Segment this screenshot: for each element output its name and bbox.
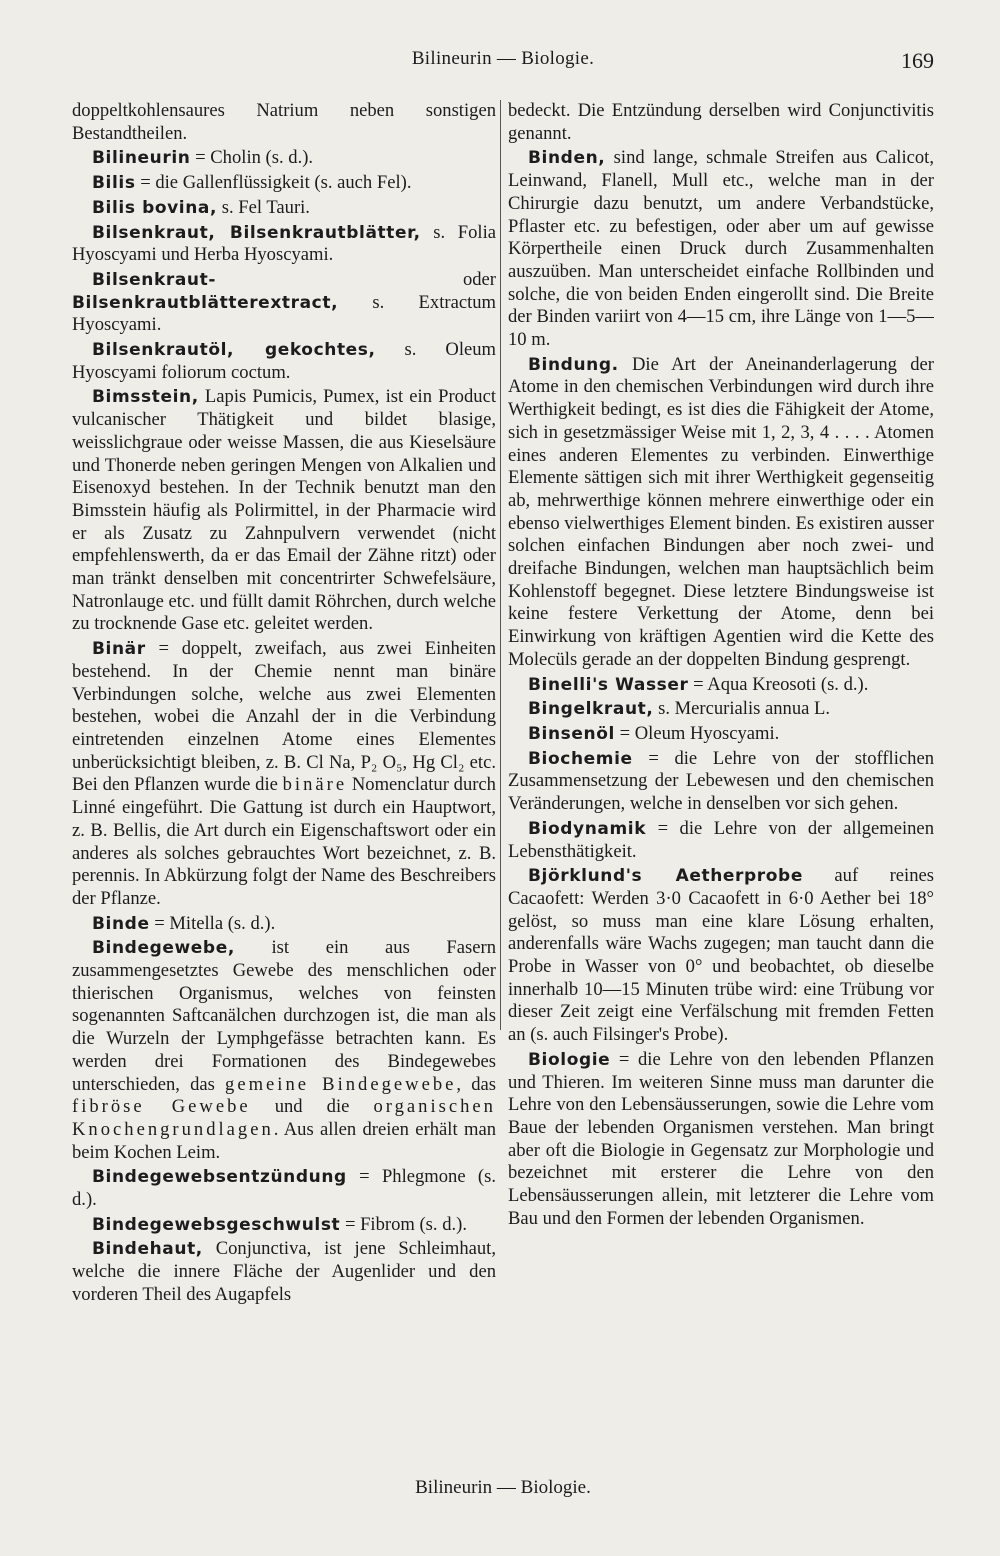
entry-term: Bilsenkraut- xyxy=(92,269,217,290)
entry-text: und die xyxy=(250,1096,374,1118)
entry-term: Bilsenkrautöl, gekochtes, xyxy=(92,340,376,361)
entry-term: Bilis xyxy=(92,173,136,194)
right-column xyxy=(508,100,934,1465)
entry-text: = doppelt, zweifach, aus zwei Einheiten bestehend. In der Chemie nennt man binäre Verbindungen solche, welche aus zwei Elementen bestehen, wobei die Anzahl der in die Verbindung eintretenden einzelnen Atome eines Elementes unberücksichtigt bleiben, z. B. Cl Na, P₂ O₅, Hg Cl₂ etc. Bei den Pflanzen wurde die xyxy=(72,638,496,796)
spaced-text: binäre xyxy=(282,774,348,796)
entry-bindegewebsentzuendung xyxy=(72,1166,496,1211)
entry-term: Bilis bovina, xyxy=(92,197,218,218)
entry-bindegewebsgeschwulst xyxy=(72,1214,496,1237)
spaced-text: gemeine Bindegewebe xyxy=(225,1073,457,1095)
entry-text: = die Gallenflüssigkeit (s. auch Fel). xyxy=(135,172,412,194)
entry-text: , das xyxy=(456,1073,496,1095)
entry-text: = die Lehre von den lebenden Pflanzen und Thieren. Im weiteren Sinne muss man darunter die Lehre von den Lebensäusserungen, sowie die Lehre vom Baue der lebenden Organismen verstehen. Man bringt aber oft die Biologie in Gegensatz zur Morphologie und bezeichnet mit ersterer die Lehre von den Lebensäusserungen allein, mit letzterer die Lehre vom Bau und den Formen der lebenden Organismen. xyxy=(508,1048,934,1229)
entry-text: s. Extractum Hyoscyami. xyxy=(72,291,496,336)
spaced-text: organischen Knochengrundlagen xyxy=(72,1096,496,1140)
entry-text: Nomenclatur durch Linné eingeführt. Die Gattung ist durch ein Hauptwort, z. B. Bellis, die Art durch ein Eigenschaftswort oder ein anderes als solches gebrauchtes Wort bezeichnet, z. B. perennis. In Abkürzung folgt der Name des Beschreibers der Pflanze. xyxy=(72,774,496,909)
entry-bimsstein xyxy=(72,386,496,636)
entry-text: sind lange, schmale Streifen aus Calicot, Leinwand, Flanell, Mull etc., welche man in der Chirurgie dazu benutzt, um andere Verbandstücke, Pflaster etc. zu befestigen, oder aber um auf gewisse Körpertheile einen Druck durch Zusammenhalten auszuüben. Man unterscheidet einfache Rollbinden und solche, die von beiden Enden eingerollt sind. Die Breite der Binden variirt von 4—15 cm, ihre Länge von 1—5—10 m. xyxy=(508,147,934,351)
entry-term: Bilineurin xyxy=(92,148,191,169)
entry-text: bedeckt. Die Entzündung derselben wird Conjunctivitis genannt. xyxy=(508,100,934,144)
entry-bingelkraut xyxy=(508,698,934,721)
entry-biochemie xyxy=(508,748,934,816)
entry-term: Bimsstein, xyxy=(92,387,199,408)
entry-text: = die Lehre von der allgemeinen Lebensthätigkeit. xyxy=(508,817,934,862)
entry-text: doppeltkohlensaures Natrium neben sonstigen Bestandtheilen. xyxy=(72,100,496,144)
entry-text: s. Oleum Hyoscyami foliorum coctum. xyxy=(72,339,496,383)
left-column xyxy=(72,100,496,1465)
entry-bindung xyxy=(508,354,934,672)
entry-bilsenkraut xyxy=(72,222,496,267)
entry-text: Lapis Pumicis, Pumex, ist ein Product vulcanischer Thätigkeit und bildet blasige, weisslichgraue oder weisse Massen, die aus Kieselsäure und Thonerde neben geringen Mengen von Alkalien und Eisenoxyd bestehen. In der Technik benutzt man den Bimsstein häufig als Polirmittel, in der Pharmacie wird er als Zusatz zu Zahnpulvern verwendet (nicht empfehlenswerth, da er das Email der Zähne ritzt) oder man tränkt denselben mit concentrirter Schwefelsäure, Natronlauge etc. und füllt damit Röhrchen, durch welche zu trocknende Gase etc. geleitet werden. xyxy=(72,386,496,635)
entry-term: Binsenöl xyxy=(528,723,615,744)
entry-term: Bindegewebsentzündung xyxy=(92,1167,347,1188)
entry-term: Bilsenkraut, Bilsenkrautblätter, xyxy=(92,222,421,243)
entry-binsenoel xyxy=(508,723,934,746)
entry-text: Conjunctiva, ist jene Schleimhaut, welche die innere Fläche der Augenlider und den vorderen Theil des Augapfels xyxy=(72,1238,496,1305)
page-header xyxy=(72,46,934,76)
entry-bilsenkrautoel xyxy=(72,339,496,384)
entry-biologie xyxy=(508,1049,934,1231)
entry-text: = die Lehre von der stofflichen Zusammensetzung der Lebewesen und den chemischen Veränderungen, welche in denselben vor sich gehen. xyxy=(508,747,934,815)
entry-term: Björklund's Aetherprobe xyxy=(528,866,803,887)
entry-text: ist ein aus Fasern zusammengesetztes Gewebe des menschlichen oder thierischen Organismus, welches von feinsten sogenannten Saftcanälchen durchzogen ist, die man als die Wurzeln der Lymphgefässe betrachten kann. Es werden drei Formationen des Bindegewebes unterschieden, das xyxy=(72,937,496,1095)
entry-term: Binär xyxy=(92,639,146,660)
entry-text: s. Folia Hyoscyami und Herba Hyoscyami. xyxy=(72,221,496,266)
entry-text: Die Art der Aneinanderlagerung der Atome in den chemischen Verbindungen wird durch ihre Werthigkeit bedingt, es ist dies die Fähigkeit der Atome, sich in gesetzmässiger Weise mit 1, 2, 3, 4 . . . . Atomen eines anderen Elementes zu verbinden. Einwerthige Elemente sättigen sich mit ihrer Werthigkeit gegenseitig ab, mehrwerthige können mehrere einwerthige oder ein ebenso vielwerthiges Element binden. Es existiren ausser solchen einfachen Bindungen aber noch zwei- und dreifache Bindungen, welchen man hauptsächlich beim Kohlenstoff begegnet. Diese letztere Bindungsweise ist keine festere Verkettung der Atome, denn bei Einwirkung von kräftigen Agentien wird die Kette des Molecüls gerade an der doppelten Bindung gesprengt. xyxy=(508,353,934,670)
entry-text: = Mitella (s. d.). xyxy=(149,912,276,934)
entry-text: auf reines Cacaofett: Werden 3·0 Cacaofett in 6·0 Aether bei 18° gelöst, so muss man eine klare Lösung erhalten, anderenfalls wäre Wachs zugegen; man taucht dann die Probe in Wasser von 0° und beobachtet, ob dieselbe innerhalb 10—15 Minuten trübe wird: eine Trübung vor dieser Zeit zeigt eine Verfälschung mit fremden Fetten an (s. auch Filsinger's Probe). xyxy=(508,865,934,1046)
entry-term: Binelli's Wasser xyxy=(528,674,689,695)
entry-term: Bindehaut, xyxy=(92,1239,203,1260)
entry-bilis xyxy=(72,172,496,195)
entry-term: Biologie xyxy=(528,1049,611,1070)
entry-binden xyxy=(508,147,934,351)
entry-term: Biodynamik xyxy=(528,818,647,839)
entry-text: = Aqua Kreosoti (s. d.). xyxy=(688,673,869,695)
page-number: 169 xyxy=(901,48,934,73)
entry-term: Bindegewebe, xyxy=(92,938,235,959)
entry-bjoerklund xyxy=(508,865,934,1047)
entry-text: = Phlegmone (s. d.). xyxy=(72,1166,496,1211)
running-head: Bilineurin — Biologie. xyxy=(411,48,595,69)
entry-text: = Cholin (s. d.). xyxy=(190,147,314,169)
entry-text: oder xyxy=(216,268,496,290)
entry-term: Biochemie xyxy=(528,748,633,769)
entry-binellis-wasser xyxy=(508,674,934,697)
entry-continuation xyxy=(72,100,496,145)
entry-bilsenkrautextract xyxy=(72,269,496,337)
spaced-text: fibröse Gewebe xyxy=(72,1096,251,1118)
entry-term: Binden, xyxy=(528,148,606,169)
entry-bindehaut xyxy=(72,1238,496,1306)
column-divider xyxy=(500,100,501,1030)
entry-biodynamik xyxy=(508,818,934,863)
entry-term: Binde xyxy=(92,913,150,934)
page-footer: Bilineurin — Biologie. xyxy=(415,1477,591,1498)
entry-bilineurin xyxy=(72,147,496,170)
entry-text: . Aus allen dreien erhält man beim Kochen Leim. xyxy=(72,1118,496,1163)
entry-term: Bindegewebsgeschwulst xyxy=(92,1214,341,1235)
entry-text: = Fibrom (s. d.). xyxy=(340,1213,467,1235)
entry-term: Bindung. xyxy=(528,354,619,375)
entry-term: Bingelkraut, xyxy=(528,699,654,720)
entry-binaer xyxy=(72,638,496,910)
entry-bilis-bovina xyxy=(72,197,496,220)
entry-text: s. Mercurialis annua L. xyxy=(653,698,831,720)
entry-continuation xyxy=(508,100,934,145)
entry-term: Bilsenkrautblätterextract, xyxy=(72,292,339,313)
entry-text: s. Fel Tauri. xyxy=(217,196,310,218)
entry-binde xyxy=(72,913,496,936)
entry-bindegewebe xyxy=(72,937,496,1164)
entry-text: = Oleum Hyoscyami. xyxy=(614,722,780,744)
